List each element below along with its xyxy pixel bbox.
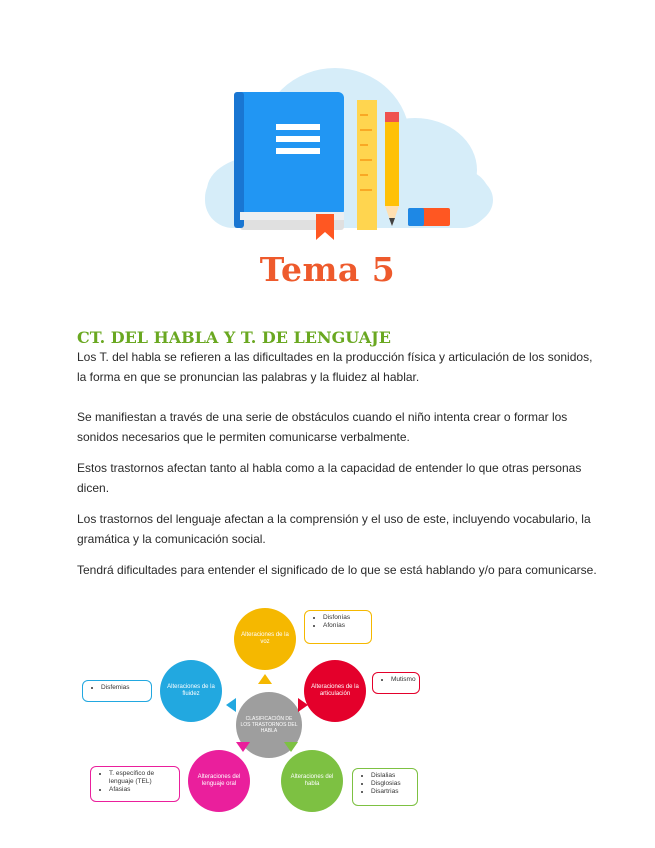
- node-voice: Alteraciones de la voz: [234, 608, 296, 670]
- arrow-right-icon: [298, 698, 308, 712]
- list-item: • Disfemias: [101, 684, 145, 692]
- pencil-icon: [385, 112, 399, 226]
- node-articulation: Alteraciones de la articulación: [304, 660, 366, 722]
- paragraph-5: Tendrá dificultades para entender el significado de lo que se está hablando y/o para comunicarse.: [77, 563, 597, 577]
- list-item: • T. específico de lenguaje (TEL): [109, 770, 173, 786]
- center-node: CLASIFICACIÓN DE LOS TRASTORNOS DEL HABLA: [236, 692, 302, 758]
- paragraph-4: Los trastornos del lenguaje afectan a la comprensión y el uso de este, incluyendo vocabulario, la gramática y la comunicación social.: [77, 512, 591, 546]
- arrow-down-right-icon: [284, 742, 298, 752]
- page-title: Tema 5: [259, 250, 396, 289]
- classification-diagram: [76, 602, 426, 817]
- callout-voice: [304, 610, 372, 644]
- paragraph-1: Los T. del habla se refieren a las dificultades en la producción física y articulación de los sonidos, la forma en que se pronuncian las palabras y la fluidez al hablar.: [77, 350, 593, 384]
- arrow-down-left-icon: [236, 742, 250, 752]
- arrow-up-icon: [258, 674, 272, 684]
- list-item: • Disglosias: [371, 780, 411, 788]
- callout-articulation: [372, 672, 420, 694]
- list-item: • Dislalias: [371, 772, 411, 780]
- list-item: • Afonías: [323, 622, 365, 630]
- node-speech: Alteraciones del habla: [281, 750, 343, 812]
- ruler-icon: [357, 100, 377, 230]
- paragraph-3: Estos trastornos afectan tanto al habla como a la capacidad de entender lo que otras personas dicen.: [77, 461, 582, 495]
- section-heading: CT. DEL HABLA Y T. DE LENGUAJE: [77, 328, 391, 347]
- paragraph-2: Se manifiestan a través de una serie de obstáculos cuando el niño intenta crear o formar los sonidos necesarios que le permiten comunicarse verbalmente.: [77, 410, 568, 444]
- eraser-icon: [408, 208, 450, 226]
- book-icon: [234, 92, 344, 240]
- callout-speech: [352, 768, 418, 806]
- list-item: • Disartrias: [371, 788, 411, 796]
- node-language: Alteraciones del lenguaje oral: [188, 750, 250, 812]
- arrow-left-icon: [226, 698, 236, 712]
- callout-language: [90, 766, 180, 802]
- node-fluency: Alteraciones de la fluidez: [160, 660, 222, 722]
- list-item: • Afasias: [109, 786, 173, 794]
- list-item: • Disfonías: [323, 614, 365, 622]
- list-item: • Mutismo: [391, 676, 413, 684]
- callout-fluency: [82, 680, 152, 702]
